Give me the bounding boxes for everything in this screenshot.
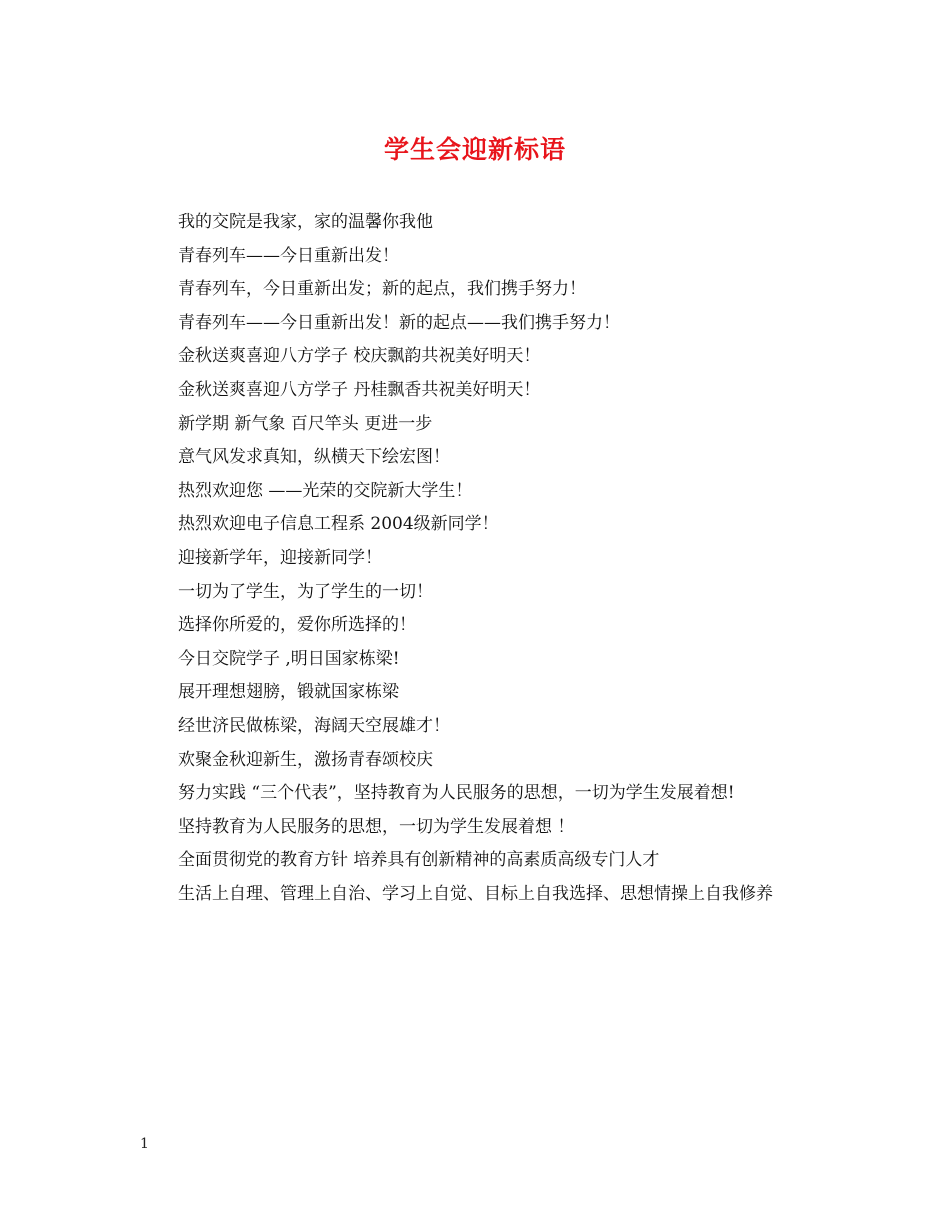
slogan-line: 我的交院是我家，家的温馨你我他: [178, 212, 433, 232]
slogan-line: 新学期 新气象 百尺竿头 更进一步: [178, 413, 433, 434]
slogan-line: 经世济民做栋梁，海阔天空展雄才！: [178, 715, 450, 736]
slogan-list: [138, 206, 818, 911]
slogan-line: 金秋送爽喜迎八方学子 校庆飘韵共祝美好明天！: [178, 346, 541, 367]
slogan-line: 展开理想翅膀，锻就国家栋梁: [178, 682, 399, 703]
slogan-line: 迎接新学年，迎接新同学！: [178, 547, 382, 568]
slogan-line: 努力实践 “三个代表”，坚持教育为人民服务的思想，一切为学生发展着想!: [178, 783, 735, 804]
page-number: 1: [140, 1136, 149, 1152]
slogan-line: 意气风发求真知，纵横天下绘宏图！: [178, 447, 450, 468]
document-title: 学生会迎新标语: [383, 135, 566, 164]
slogan-line: 生活上自理、管理上自治、学习上自觉、目标上自我选择、思想情操上自我修养: [178, 883, 773, 904]
slogan-line: 青春列车——今日重新出发！: [178, 245, 399, 266]
slogan-line: 欢聚金秋迎新生，激扬青春颂校庆: [178, 749, 433, 770]
slogan-line: 青春列车——今日重新出发！新的起点——我们携手努力！: [178, 312, 620, 333]
slogan-line: 全面贯彻党的教育方针 培养具有创新精神的高素质高级专门人才: [178, 850, 660, 871]
slogan-line: 一切为了学生，为了学生的一切！: [178, 581, 433, 602]
slogan-line: 今日交院学子 ,明日国家栋梁!: [178, 648, 400, 669]
slogan-line: 热烈欢迎您 ——光荣的交院新大学生！: [178, 480, 473, 501]
slogan-line: 热烈欢迎电子信息工程系 2004级新同学！: [178, 514, 499, 535]
slogan-line: 青春列车，今日重新出发；新的起点，我们携手努力！: [178, 279, 586, 300]
slogan-line: 选择你所爱的，爱你所选择的！: [178, 615, 416, 636]
slogan-line: 金秋送爽喜迎八方学子 丹桂飘香共祝美好明天！: [178, 379, 541, 400]
slogan-line: 坚持教育为人民服务的思想，一切为学生发展着想 ！: [178, 816, 575, 837]
